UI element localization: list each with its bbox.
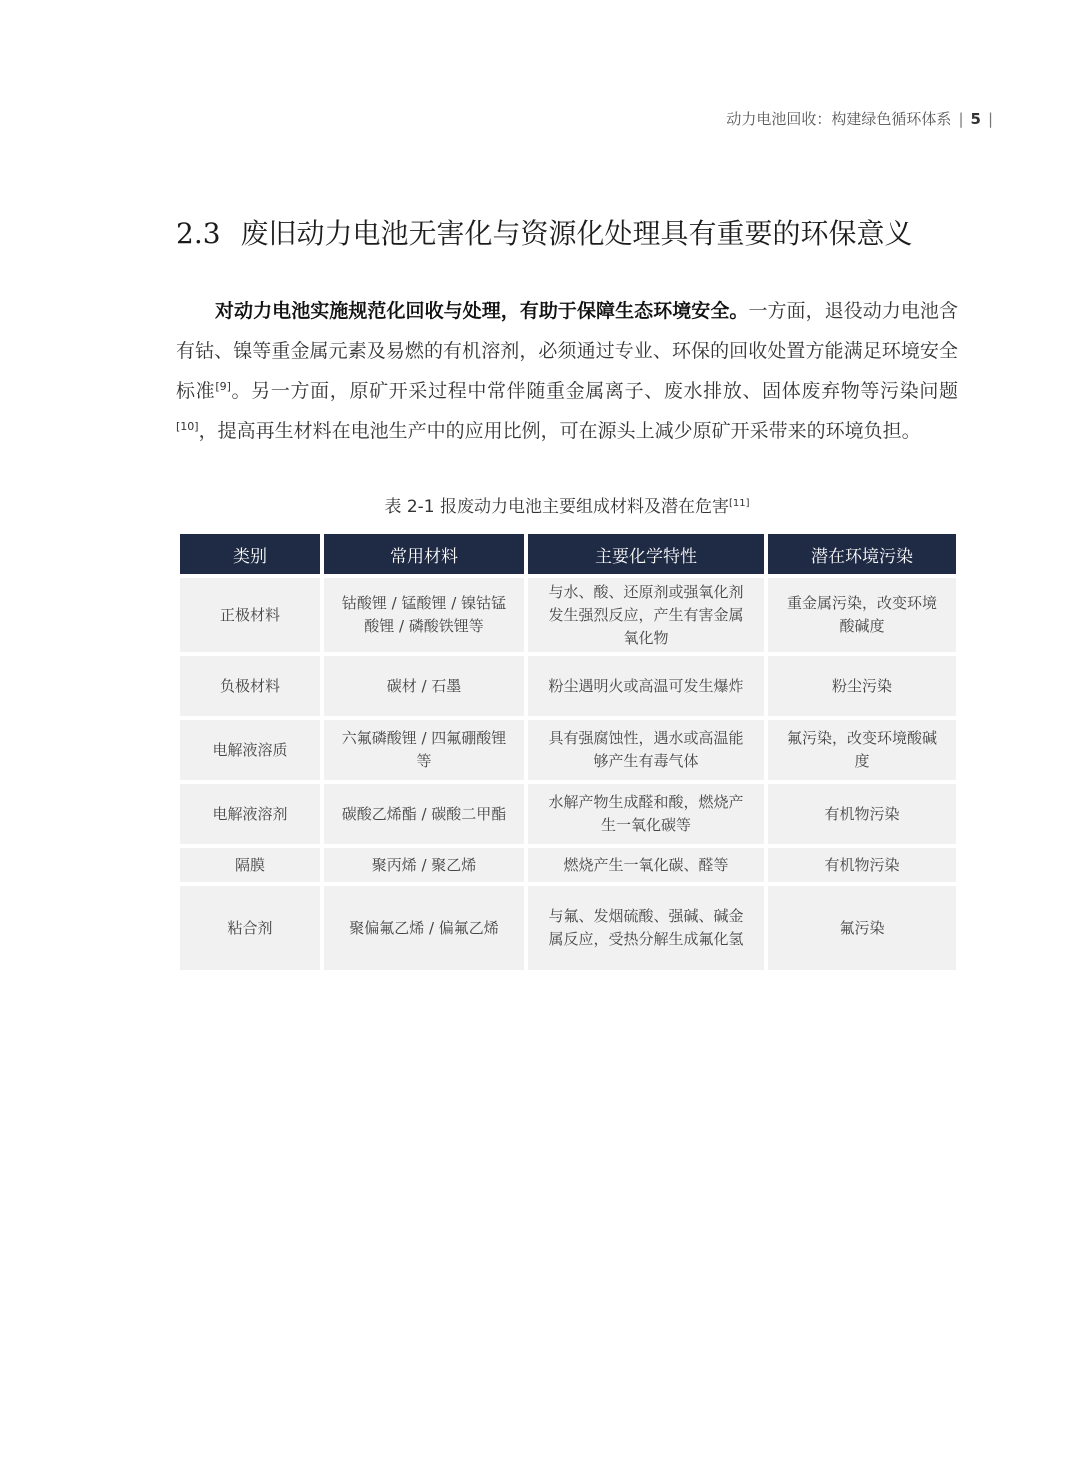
table-cell: 与氟、发烟硫酸、强碱、碱金属反应，受热分解生成氟化氢	[528, 886, 764, 970]
section-title: 废旧动力电池无害化与资源化处理具有重要的环保意义	[240, 217, 913, 250]
table-cell: 粉尘遇明火或高温可发生爆炸	[528, 656, 764, 716]
table-row	[180, 720, 956, 780]
table-cell: 负极材料	[180, 656, 320, 716]
table-cell: 重金属污染，改变环境酸碱度	[768, 578, 956, 652]
table-row	[180, 578, 956, 652]
reference-11: [11]	[729, 498, 750, 509]
table-cell: 水解产物生成醛和酸，燃烧产生一氧化碳等	[528, 784, 764, 844]
materials-table	[176, 530, 960, 974]
table-cell: 粘合剂	[180, 886, 320, 970]
table-cell: 有机物污染	[768, 848, 956, 882]
table-caption	[176, 492, 958, 517]
table-cell: 聚偏氟乙烯 / 偏氟乙烯	[324, 886, 524, 970]
table-cell: 隔膜	[180, 848, 320, 882]
section-number: 2.3	[176, 217, 221, 250]
table-row	[180, 848, 956, 882]
table-cell: 碳材 / 石墨	[324, 656, 524, 716]
header-divider-left: |	[958, 109, 964, 128]
table-cell: 氟污染	[768, 886, 956, 970]
paragraph-text-2: 。另一方面，原矿开采过程中常伴随重金属离子、废水排放、固体废弃物等污染问题	[230, 380, 958, 402]
table-cell: 电解液溶剂	[180, 784, 320, 844]
paragraph-text-1: 一方面，退役动力电池含有钴、镍等重金属元素及易燃的有机溶剂，必须通过专业、环保的回收处置方能满足环境安全标准	[176, 300, 958, 402]
header-chemical-properties: 主要化学特性	[528, 534, 764, 574]
paragraph-text-3: ，提高再生材料在电池生产中的应用比例，可在源头上减少原矿开采带来的环境负担。	[198, 420, 921, 442]
paragraph-lead: 对动力电池实施规范化回收与处理，有助于保障生态环境安全。	[215, 300, 749, 322]
running-title: 动力电池回收：构建绿色循环体系	[726, 110, 952, 128]
page-number: 5	[970, 109, 981, 128]
header-materials: 常用材料	[324, 534, 524, 574]
running-header	[726, 108, 1000, 129]
table-caption-text: 表 2-1 报废动力电池主要组成材料及潜在危害	[384, 497, 730, 517]
table-cell: 燃烧产生一氧化碳、醛等	[528, 848, 764, 882]
table-cell: 有机物污染	[768, 784, 956, 844]
section-heading	[176, 212, 976, 252]
reference-10: [10]	[176, 420, 199, 433]
table-row	[180, 656, 956, 716]
header-category: 类别	[180, 534, 320, 574]
header-divider-right: |	[987, 109, 993, 128]
table-cell: 具有强腐蚀性，遇水或高温能够产生有毒气体	[528, 720, 764, 780]
reference-9: [9]	[215, 380, 231, 393]
table-cell: 粉尘污染	[768, 656, 956, 716]
header-environmental-pollution: 潜在环境污染	[768, 534, 956, 574]
table-row	[180, 886, 956, 970]
table-row	[180, 784, 956, 844]
body-paragraph	[176, 291, 958, 451]
table-cell: 碳酸乙烯酯 / 碳酸二甲酯	[324, 784, 524, 844]
table-cell: 氟污染，改变环境酸碱度	[768, 720, 956, 780]
table-cell: 正极材料	[180, 578, 320, 652]
table-cell: 六氟磷酸锂 / 四氟硼酸锂等	[324, 720, 524, 780]
table-cell: 电解液溶质	[180, 720, 320, 780]
table-cell: 与水、酸、还原剂或强氧化剂发生强烈反应，产生有害金属氧化物	[528, 578, 764, 652]
table-header-row	[180, 534, 956, 574]
table-cell: 钴酸锂 / 锰酸锂 / 镍钴锰酸锂 / 磷酸铁锂等	[324, 578, 524, 652]
table-cell: 聚丙烯 / 聚乙烯	[324, 848, 524, 882]
